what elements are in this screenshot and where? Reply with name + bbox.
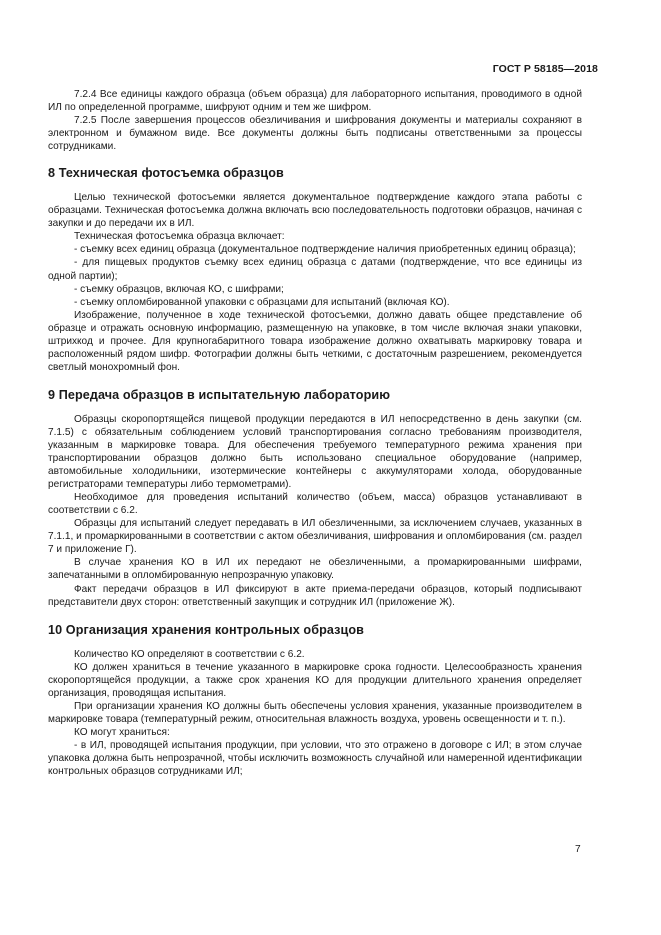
section-8-list-item: - съемку всех единиц образца (документальное подтверждение наличия приобретенных единиц образца); (74, 244, 576, 256)
section-9-paragraph: Образцы скоропортящейся пищевой продукции передаются в ИЛ непосредственно в день закупки (см. 7.1.5) с обязательным соблюдением условий транспортирования согласно требованиям производителя, указанным в маркировке товара. Для обеспечения требуемого температурного режима хранения при транспортировании образцов должно быть использовано специальное оборудование (например, автомобильные холодильники, изотермические контейнеры с аккумуляторами холода, оборудованные регистраторами температуры либо термометрами). (48, 413, 582, 491)
section-10-paragraph: При организации хранения КО должны быть обеспечены условия хранения, указанные производителем в маркировке товара (температурный режим, относительная влажность воздуха, уровень освещенности и т. п.). (48, 700, 582, 725)
section-8-list-item: - для пищевых продуктов съемку всех единиц образца с датами (подтверждение, что все единицы из одной партии); (48, 257, 582, 282)
section-8-paragraph: Целью технической фотосъемки является документальное подтверждение каждого этапа работы с образцами. Техническая фотосъемка должна включать всю последовательность подготовки образцов, начиная с закупки и до передачи их в ИЛ. (48, 192, 582, 230)
paragraph-7-2-4: 7.2.4 Все единицы каждого образца (объем образца) для лабораторного испытания, проводимого в одной ИЛ по определенной программе, шифруют одним и тем же шифром. (48, 89, 582, 114)
section-9-paragraph: Факт передачи образцов в ИЛ фиксируют в акте приема-передачи образцов, который подписывают представители двух сторон: ответственный закупщик и сотрудник ИЛ (приложение Ж). (48, 583, 582, 608)
section-9-paragraph: Необходимое для проведения испытаний количество (объем, масса) образцов устанавливают в соответствии с 6.2. (48, 492, 582, 517)
paragraph-7-2-5: 7.2.5 После завершения процессов обезличивания и шифрования документы и материалы сохраняют в электронном и бумажном виде. Все документы должны быть подписаны ответственными за процессы сотрудниками. (48, 115, 582, 153)
section-9-title: 9 Передача образцов в испытательную лабораторию (48, 387, 391, 402)
section-9-paragraph: Образцы для испытаний следует передавать в ИЛ обезличенными, за исключением случаев, указанных в 7.1.1, и промаркированными в соответствии с актом обезличивания, шифрования и опломбирования (см. раздел 7 и приложение Г). (48, 518, 582, 556)
section-8-list-item: - съемку опломбированной упаковки с образцами для испытаний (включая КО). (74, 296, 450, 308)
section-10-list-item: - в ИЛ, проводящей испытания продукции, при условии, что это отражено в договоре с ИЛ; в этом случае упаковка должна быть непрозрачной, чтобы исключить возможность случайной или намеренной идентификации контрольных образцов сотрудниками ИЛ; (48, 739, 582, 778)
page-content (48, 88, 582, 778)
section-10-paragraph: КО должен храниться в течение указанного в маркировке срока годности. Целесообразность хранения скоропортящейся продукции, а также срок хранения КО для продукции длительного хранения определяет организация, проводящая испытания. (48, 661, 582, 699)
section-10-paragraph: КО могут храниться: (74, 726, 170, 738)
section-8-paragraph: Техническая фотосъемка образца включает: (74, 231, 285, 243)
section-10-title: 10 Организация хранения контрольных образцов (48, 622, 364, 637)
section-10-paragraph: Количество КО определяют в соответствии с 6.2. (74, 648, 305, 660)
section-8-title: 8 Техническая фотосъемка образцов (48, 166, 284, 181)
section-8-list-item: - съемку образцов, включая КО, с шифрами; (74, 283, 284, 295)
document-code: ГОСТ Р 58185—2018 (492, 63, 598, 75)
page-number: 7 (575, 844, 581, 855)
section-8-paragraph: Изображение, полученное в ходе технической фотосъемки, должно давать общее представление об образце и отражать основную информацию, размещенную на упаковке, в том числе включая знаки упаковки, штрихкод и прочее. Для крупногабаритного товара изображение должно охватывать маркировку товара и расположенный рядом шифр. Фотографии должны быть четкими, с достаточным разрешением, рекомендуется светлый монохромный фон. (48, 309, 582, 373)
section-9-paragraph: В случае хранения КО в ИЛ их передают не обезличенными, а промаркированными шифрами, запечатанными в опломбированную непрозрачную упаковку. (48, 557, 582, 582)
